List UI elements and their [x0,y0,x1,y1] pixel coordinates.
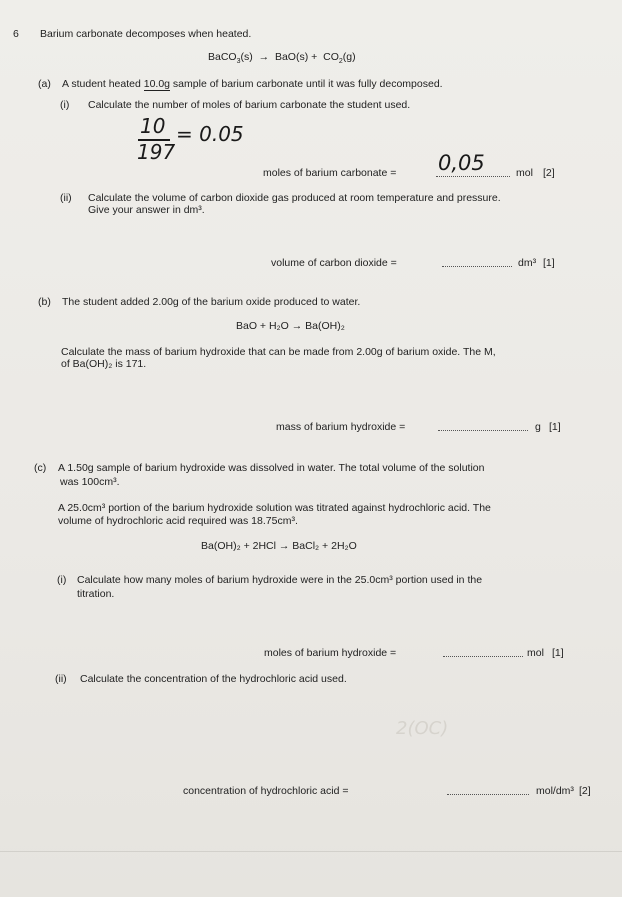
part-c-i-label: (i) [57,574,67,586]
part-c-i-answer-label: moles of barium hydroxide = [264,647,397,659]
show-through-mark: 2(OC) [396,718,449,739]
part-b-answer-label: mass of barium hydroxide = [276,421,406,433]
part-a-ii-answer-line[interactable] [442,257,512,271]
part-b-unit: g [535,421,541,433]
part-a-i-text: Calculate the number of moles of barium carbonate the student used. [88,99,411,111]
part-c-ii-marks: [2] [579,785,591,797]
part-a-ii-label: (ii) [60,192,72,204]
part-b-marks: [1] [549,421,561,433]
part-a-ii-text2: Give your answer in dm³. [88,204,205,216]
handwritten-result: = 0.05 [176,122,244,146]
part-c-text4: volume of hydrochloric acid required was 18.75cm³. [58,515,298,527]
part-c-ii-answer-line[interactable] [447,785,529,799]
part-a-i-answer-label: moles of barium carbonate = [263,167,397,179]
part-b-label: (b) [38,296,51,308]
part-c-i-answer-line[interactable] [443,647,523,661]
part-b-text2: Calculate the mass of barium hydroxide that can be made from 2.00g of barium oxide. The M, [61,346,496,358]
part-c-text1: A 1.50g sample of barium hydroxide was dissolved in water. The total volume of the solution [58,462,485,474]
part-c-ii-unit: mol/dm³ [536,785,574,797]
question-number: 6 [13,28,19,40]
part-c-text3: A 25.0cm³ portion of the barium hydroxide solution was titrated against hydrochloric acid. The [58,502,491,514]
part-c-text2: was 100cm³. [60,476,120,488]
equation-bao-water: BaO + H₂O → Ba(OH)₂ [236,320,345,332]
part-a-label: (a) [38,78,51,90]
part-c-i-unit: mol [527,647,544,659]
part-c-ii-answer-label: concentration of hydrochloric acid = [183,785,349,797]
page-fold-line [0,851,622,852]
handwritten-answer-moles: 0,05 [438,151,485,175]
part-a-ii-unit: dm³ [518,257,537,269]
equation-decomposition: BaCO$_3$(s) → $BaO(s) + CO_2(g)$ [208,51,356,66]
part-c-i-marks: [1] [552,647,564,659]
part-c-ii-text: Calculate the concentration of the hydrochloric acid used. [80,673,347,685]
handwritten-fraction-top: 10 [140,114,166,138]
part-c-i-text2: titration. [77,588,115,600]
part-a-i-unit: mol [516,167,533,179]
part-c-i-text1: Calculate how many moles of barium hydroxide were in the 25.0cm³ portion used in the [77,574,483,586]
handwritten-fraction-bottom: 197 [137,140,176,164]
part-b-text3: of Ba(OH)₂ is 171. [61,358,147,370]
equation-titration: Ba(OH)₂ + 2HCl → BaCl₂ + 2H₂O [201,540,357,552]
part-a-ii-text1: Calculate the volume of carbon dioxide gas produced at room temperature and pressure. [88,192,501,204]
part-c-label: (c) [34,462,47,474]
question-intro: Barium carbonate decomposes when heated. [40,28,252,40]
part-a-text: A student heated 10.0g sample of barium carbonate until it was fully decomposed. [62,78,443,90]
part-a-i-marks: [2] [543,167,555,179]
part-a-ii-marks: [1] [543,257,555,269]
part-a-ii-answer-label: volume of carbon dioxide = [271,257,397,269]
part-b-answer-line[interactable] [438,421,528,435]
part-b-text: The student added 2.00g of the barium oxide produced to water. [62,296,361,308]
part-c-ii-label: (ii) [55,673,67,685]
part-a-i-label: (i) [60,99,70,111]
